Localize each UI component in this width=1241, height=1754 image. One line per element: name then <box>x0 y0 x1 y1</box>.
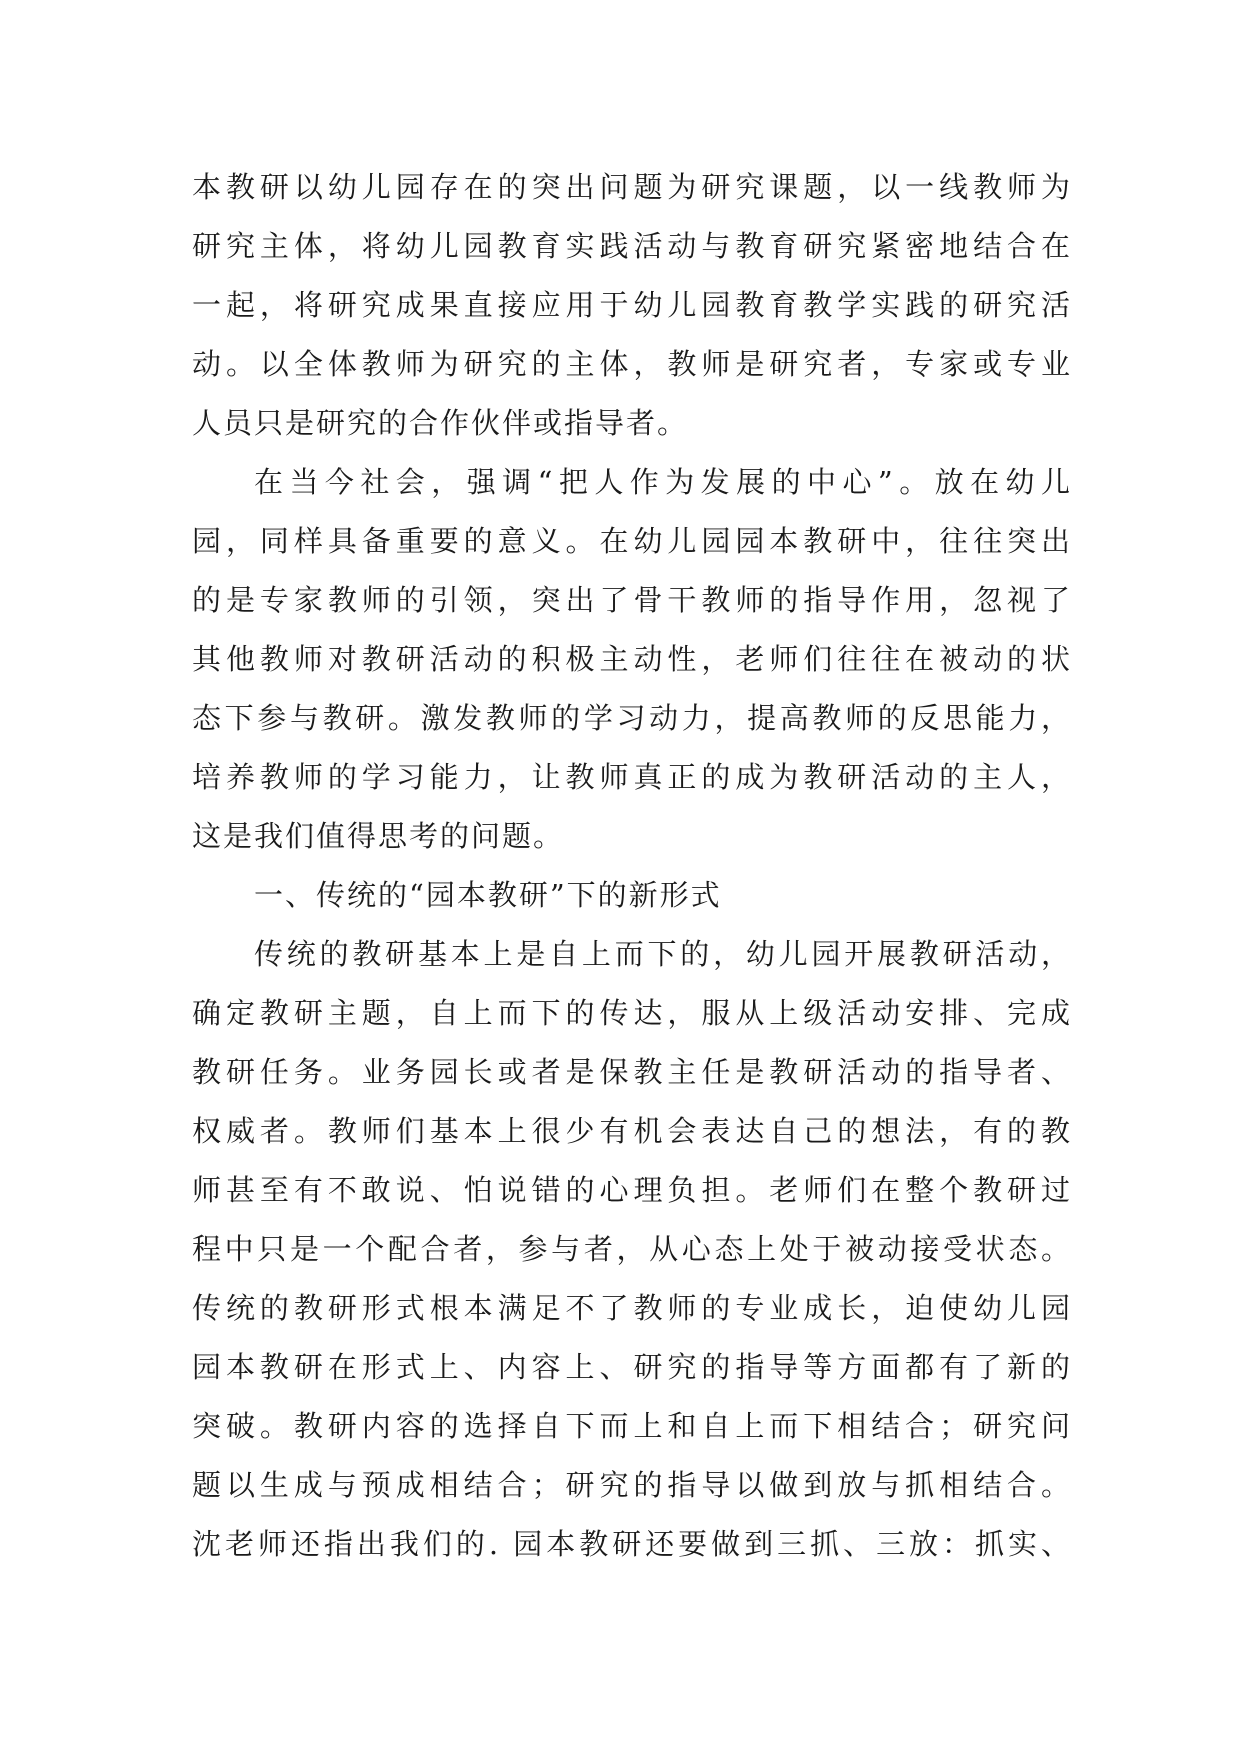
text-line: 程中只是一个配合者，参与者，从心态上处于被动接受状态。 <box>192 1232 1072 1266</box>
text-line: 题以生成与预成相结合；研究的指导以做到放与抓相结合。 <box>192 1468 1072 1502</box>
text-line: 园，同样具备重要的意义。在幼儿园园本教研中，往往突出 <box>192 524 1072 558</box>
text-line: 确定教研主题，自上而下的传达，服从上级活动安排、完成 <box>192 996 1072 1030</box>
text-line: 在当今社会，强调“把人作为发展的中心”。放在幼儿 <box>254 465 1072 499</box>
text-line: 传统的教研基本上是自上而下的，幼儿园开展教研活动， <box>254 937 1072 971</box>
text-line: 教研任务。业务园长或者是保教主任是教研活动的指导者、 <box>192 1055 1072 1089</box>
text-line: 师甚至有不敢说、怕说错的心理负担。老师们在整个教研过 <box>192 1173 1072 1207</box>
text-line: 沈老师还指出我们的. 园本教研还要做到三抓、三放：抓实、 <box>192 1527 1072 1561</box>
text-line: 动。以全体教师为研究的主体，教师是研究者，专家或专业 <box>192 347 1072 381</box>
text-line: 一、传统的“园本教研”下的新形式 <box>254 878 722 912</box>
text-line: 的是专家教师的引领，突出了骨干教师的指导作用，忽视了 <box>192 583 1072 617</box>
text-line: 突破。教研内容的选择自下而上和自上而下相结合；研究问 <box>192 1409 1072 1443</box>
text-line: 人员只是研究的合作伙伴或指导者。 <box>192 406 689 440</box>
document-page <box>192 158 1072 1574</box>
text-line: 一起，将研究成果直接应用于幼儿园教育教学实践的研究活 <box>192 288 1072 322</box>
text-line: 研究主体，将幼儿园教育实践活动与教育研究紧密地结合在 <box>192 229 1072 263</box>
text-line: 培养教师的学习能力，让教师真正的成为教研活动的主人， <box>192 760 1072 794</box>
text-line: 本教研以幼儿园存在的突出问题为研究课题，以一线教师为 <box>192 170 1072 204</box>
text-line: 园本教研在形式上、内容上、研究的指导等方面都有了新的 <box>192 1350 1072 1384</box>
text-line: 这是我们值得思考的问题。 <box>192 819 565 853</box>
text-line: 态下参与教研。激发教师的学习动力，提高教师的反思能力， <box>192 701 1072 735</box>
text-line: 传统的教研形式根本满足不了教师的专业成长，迫使幼儿园 <box>192 1291 1072 1325</box>
text-line: 其他教师对教研活动的积极主动性，老师们往往在被动的状 <box>192 642 1072 676</box>
text-line: 权威者。教师们基本上很少有机会表达自己的想法，有的教 <box>192 1114 1072 1148</box>
